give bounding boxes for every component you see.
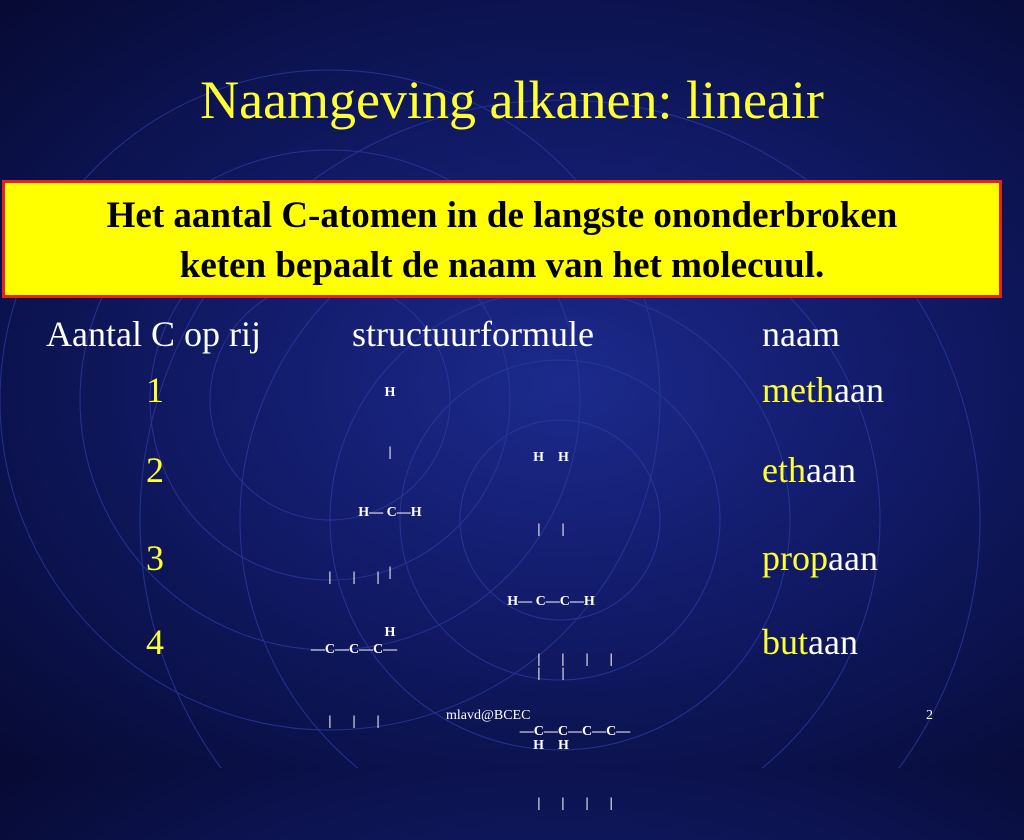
row-count-3: 3 [146, 538, 164, 578]
methane-line: H [384, 625, 396, 640]
callout-line-2: keten bepaalt de naam van het molecuul. [179, 245, 825, 286]
ethane-line: H H [533, 738, 569, 753]
name-prefix: but [762, 622, 809, 662]
page-number: 2 [926, 708, 933, 723]
name-suffix: aan [833, 370, 884, 410]
row-name-2 [762, 450, 856, 490]
row-count-2: 2 [146, 450, 164, 490]
methane-line: | [388, 445, 392, 460]
butane-line: | | | | [537, 796, 613, 811]
methane-line: | [388, 565, 392, 580]
footer-author: mlavd@BCEC [446, 708, 531, 723]
structure-propane [286, 518, 422, 758]
header-count: Aantal C op rij [46, 314, 261, 354]
row-name-3 [762, 538, 878, 578]
header-structure: structuurformule [352, 314, 594, 354]
name-suffix: aan [828, 538, 878, 578]
row-name-1 [762, 370, 884, 410]
name-prefix: prop [762, 538, 828, 578]
slide-title: Naamgeving alkanen: lineair [200, 70, 824, 130]
name-prefix: eth [762, 450, 806, 490]
callout-line-1: Het aantal C-atomen in de langste ononderbroken [106, 195, 898, 236]
name-prefix: meth [762, 370, 834, 410]
ethane-line: | | [537, 666, 565, 681]
ethane-line: H— C—C—H [507, 594, 595, 609]
definition-callout [2, 180, 1002, 298]
propane-line: | | | [328, 570, 380, 585]
ethane-line: H H [533, 450, 569, 465]
butane-line: —C—C—C—C— [519, 724, 631, 739]
name-suffix: aan [808, 622, 858, 662]
propane-line: | | | [328, 714, 380, 729]
propane-line: —C—C—C— [310, 642, 398, 657]
row-count-4: 4 [146, 622, 164, 662]
methane-line: H [384, 385, 396, 400]
name-suffix: aan [805, 450, 856, 490]
ethane-line: | | [537, 522, 565, 537]
methane-line: H— C—H [358, 505, 422, 520]
row-count-1: 1 [146, 370, 164, 410]
butane-line: | | | | [537, 652, 613, 667]
header-name: naam [762, 314, 840, 354]
row-name-4 [762, 622, 858, 662]
